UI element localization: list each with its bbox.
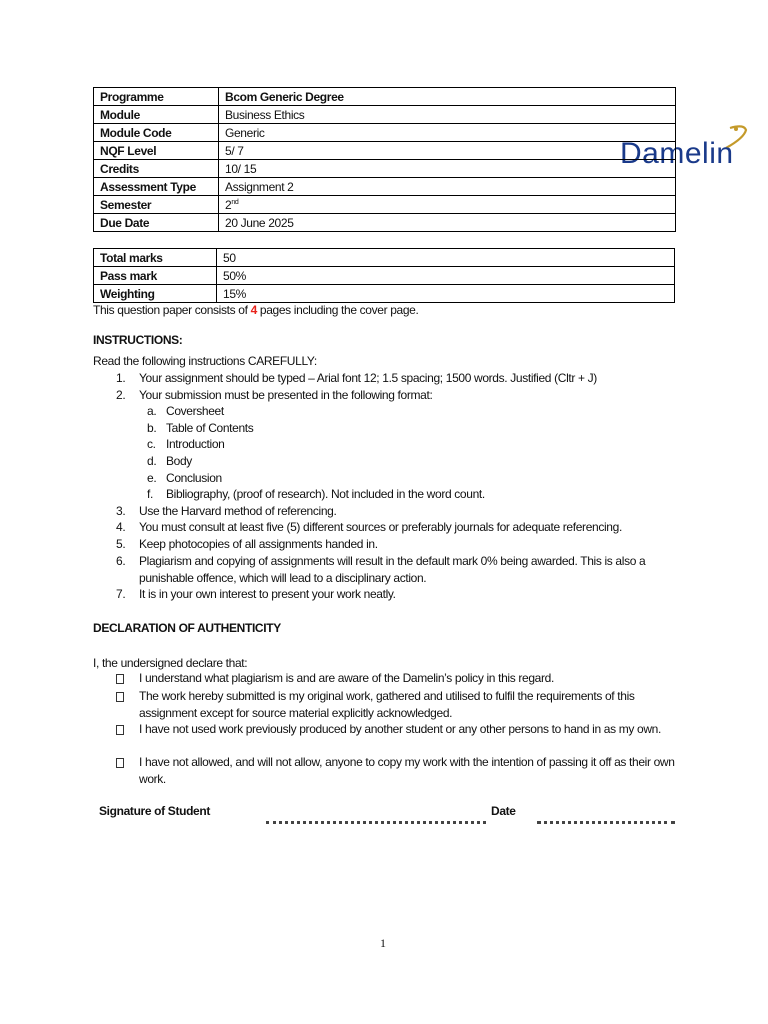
list-item: The work hereby submitted is my original work, gathered and utilised to fulfil the requirements of this assignment except for source material explicitly acknowledged. [139, 689, 635, 720]
item-number: 5. [116, 537, 126, 551]
list-item: Conclusion [166, 471, 222, 485]
row-label: Semester [94, 196, 219, 214]
row-label: NQF Level [94, 142, 219, 160]
list-item: You must consult at least five (5) different sources or preferably journals for adequate referencing. [139, 520, 622, 534]
instructions-intro: Read the following instructions CAREFULLY: [93, 354, 317, 368]
date-label: Date [491, 804, 516, 818]
list-item: I have not used work previously produced by another student or any other persons to hand in as my own. [139, 722, 661, 736]
pages-note-after: pages including the cover page. [256, 303, 419, 317]
item-number: 2. [116, 388, 126, 402]
item-letter: b. [147, 421, 157, 435]
bullet-icon [116, 674, 124, 684]
row-value: Bcom Generic Degree [219, 88, 676, 106]
list-item: Introduction [166, 437, 225, 451]
table-row [94, 88, 676, 106]
table-row [94, 267, 675, 285]
row-label: Total marks [94, 249, 217, 267]
module-info-table [93, 87, 676, 232]
item-letter: e. [147, 471, 157, 485]
list-item: Coversheet [166, 404, 224, 418]
row-value: Business Ethics [219, 106, 676, 124]
signature-label: Signature of Student [99, 804, 210, 818]
row-label: Module Code [94, 124, 219, 142]
row-value: 50 [217, 249, 675, 267]
page-number: 1 [380, 936, 386, 950]
list-item: Plagiarism and copying of assignments will result in the default mark 0% being awarded. This is also a punishable offence, which will lead to a disciplinary action. [139, 554, 646, 585]
row-value: 5/ 7 [219, 142, 676, 160]
row-value: 50% [217, 267, 675, 285]
table-row [94, 214, 676, 232]
date-line [537, 817, 675, 824]
row-label: Module [94, 106, 219, 124]
table-row [94, 178, 676, 196]
declaration-heading: DECLARATION OF AUTHENTICITY [93, 621, 281, 635]
list-item: I have not allowed, and will not allow, anyone to copy my work with the intention of passing it off as their own work. [139, 755, 675, 786]
marks-table [93, 248, 675, 303]
item-number: 6. [116, 554, 126, 568]
table-row [94, 142, 676, 160]
semester-suffix: nd [231, 198, 239, 206]
table-row [94, 124, 676, 142]
list-item: Your submission must be presented in the following format: [139, 388, 433, 402]
table-row [94, 196, 676, 214]
page-count: 4 [250, 303, 257, 317]
row-value: 15% [217, 285, 675, 303]
table-row [94, 160, 676, 178]
bullet-icon [116, 692, 124, 702]
list-item: Table of Contents [166, 421, 254, 435]
list-item: I understand what plagiarism is and are aware of the Damelin’s policy in this regard. [139, 671, 554, 685]
signature-line [266, 817, 486, 824]
row-value: 10/ 15 [219, 160, 676, 178]
list-item: It is in your own interest to present your work neatly. [139, 587, 396, 601]
row-value: 20 June 2025 [219, 214, 676, 232]
item-number: 1. [116, 371, 126, 385]
bullet-icon [116, 758, 124, 768]
semester-number: 2 [225, 197, 232, 212]
row-label: Weighting [94, 285, 217, 303]
item-letter: a. [147, 404, 157, 418]
row-label: Credits [94, 160, 219, 178]
instructions-heading: INSTRUCTIONS: [93, 333, 183, 347]
item-letter: c. [147, 437, 156, 451]
bullet-icon [116, 725, 124, 735]
item-number: 4. [116, 520, 126, 534]
declaration-intro: I, the undersigned declare that: [93, 656, 248, 670]
pages-note-before: This question paper consists of [93, 303, 251, 317]
item-letter: d. [147, 454, 157, 468]
item-letter: f. [147, 487, 153, 501]
row-value: Assignment 2 [219, 178, 676, 196]
list-item: Body [166, 454, 192, 468]
row-label: Assessment Type [94, 178, 219, 196]
row-label: Programme [94, 88, 219, 106]
row-value: Generic [219, 124, 676, 142]
pages-note [93, 303, 418, 317]
list-item: Bibliography, (proof of research). Not included in the word count. [166, 487, 485, 501]
table-row [94, 249, 675, 267]
row-value [219, 196, 676, 214]
row-label: Pass mark [94, 267, 217, 285]
list-item: Use the Harvard method of referencing. [139, 504, 337, 518]
list-item: Your assignment should be typed – Arial font 12; 1.5 spacing; 1500 words. Justified (Cltr + J) [139, 371, 597, 385]
item-number: 7. [116, 587, 126, 601]
list-item: Keep photocopies of all assignments handed in. [139, 537, 378, 551]
table-row [94, 106, 676, 124]
row-label: Due Date [94, 214, 219, 232]
item-number: 3. [116, 504, 126, 518]
table-row [94, 285, 675, 303]
logo-text: Damelin [620, 137, 734, 170]
